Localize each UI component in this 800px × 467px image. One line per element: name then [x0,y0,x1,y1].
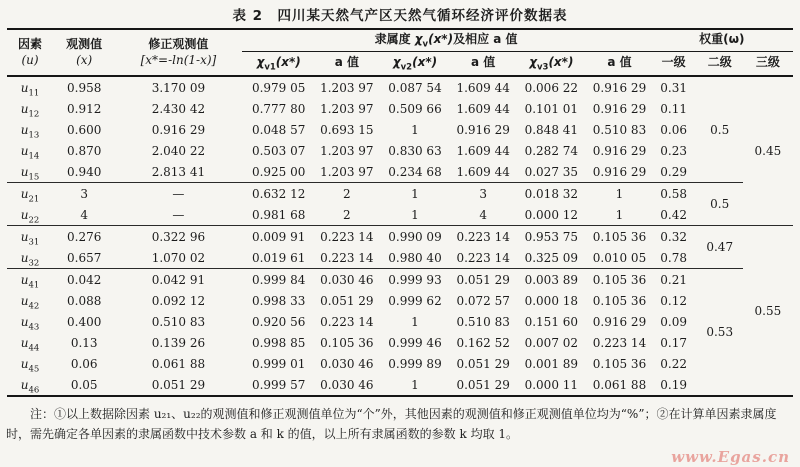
factor-cell: $u_{43}$ [20,314,40,333]
a2-cell: 0.051 29 [452,269,514,291]
weight1-cell: 0.31 [651,76,697,98]
table-row-u12 [7,98,793,119]
header-row-groups [7,29,793,51]
chi3-cell: 0.282 74 [524,143,579,158]
chi3-cell: 0.953 75 [514,226,588,248]
chi3-cell: 0.006 22 [514,76,588,98]
observed-cell: 0.088 [67,293,102,308]
chi2-cell: 0.999 62 [388,293,442,308]
a3-cell: 0.916 29 [592,164,647,179]
chi2-cell: 1 [411,314,419,329]
a1-cell: 1.203 97 [316,76,378,98]
a3-cell: 0.105 36 [592,356,647,371]
chi1-cell: 0.998 85 [251,335,306,350]
chi3-cell: 0.007 02 [524,335,579,350]
chi3-cell: 0.027 35 [524,164,579,179]
data-table [7,28,793,397]
factor-cell: $u_{44}$ [20,335,40,354]
table-row-u42 [7,290,793,311]
chi2-cell: 1 [378,183,452,205]
observed-cell: 0.600 [67,122,102,137]
col-a1-header: a 值 [334,54,359,69]
weight1-cell: 0.19 [660,377,687,392]
factor-cell: $u_{13}$ [20,122,40,141]
weight1-cell: 0.17 [660,335,687,350]
factor-cell: $u_{32}$ [20,250,40,269]
factor-cell: $u_{15}$ [20,164,40,183]
weight1-cell: 0.22 [660,356,687,371]
chi1-cell: 0.920 56 [251,314,306,329]
chi3-cell: 0.000 18 [524,293,579,308]
table-row-u22 [7,204,793,226]
a3-cell: 0.223 14 [592,335,647,350]
a3-cell: 1 [615,207,624,222]
col-chi1-header: $\chi_{v1}(x*)$ [256,54,301,72]
table-row-u15 [7,161,793,183]
a3-cell: 0.105 36 [588,226,650,248]
corrected-cell: 2.430 42 [151,101,206,116]
factor-cell: $u_{42}$ [20,293,40,312]
col-chi2-header: $\chi_{v2}(x*)$ [392,54,438,72]
weight1-cell: 0.12 [660,293,687,308]
chi1-cell: 0.632 12 [242,183,316,205]
a2-cell: 0.051 29 [456,356,510,371]
col-a3-header: a 值 [607,54,632,69]
observed-cell: 3 [53,183,115,205]
chi1-cell: 0.009 91 [242,226,316,248]
observed-cell: 0.042 [53,269,115,291]
a3-cell: 0.916 29 [592,314,647,329]
corrected-cell: 2.813 41 [151,164,206,179]
a1-cell: 2 [316,183,378,205]
observed-cell: 0.13 [70,335,98,350]
observed-cell: 0.870 [67,143,102,158]
a2-cell: 0.162 52 [456,335,510,350]
chi2-cell: 0.087 54 [378,76,452,98]
a2-cell: 0.223 14 [452,226,514,248]
chi1-cell: 0.925 00 [251,164,306,179]
chi3-cell: 0.018 32 [514,183,588,205]
chi1-cell: 0.019 61 [251,250,306,265]
corrected-cell: 3.170 09 [115,76,241,98]
a3-cell: 0.916 29 [592,143,647,158]
chi2-cell: 0.830 63 [388,143,442,158]
weight1-cell: 0.58 [651,183,697,205]
a1-cell: 0.030 46 [316,269,378,291]
weight1-cell: 0.78 [660,250,687,265]
a2-cell: 1.609 44 [456,101,510,116]
table-row-u43 [7,311,793,332]
chi2-cell: 0.999 46 [388,335,442,350]
chi3-cell: 0.000 11 [524,377,579,392]
chi3-cell: 0.101 01 [524,101,579,116]
chi3-cell: 0.848 41 [524,122,579,137]
observed-cell: 0.05 [70,377,98,392]
corrected-cell: 2.040 22 [151,143,206,158]
weight2-cell-group2: 0.5 [697,183,743,226]
a2-cell: 0.072 57 [456,293,510,308]
table-title: 表 2 四川某天然气产区天然气循环经济评价数据表 [232,8,568,24]
table-footnotes [6,404,794,444]
chi3-cell: 0.325 09 [524,250,579,265]
chi1-cell: 0.503 07 [251,143,306,158]
a1-cell: 0.051 29 [320,293,374,308]
a3-cell: 0.916 29 [592,101,647,116]
col-observed-header: 观测值 (x) [66,37,103,67]
chi1-cell: 0.999 57 [251,377,306,392]
observed-cell: 0.276 [53,226,115,248]
corrected-cell: 0.510 83 [151,314,206,329]
a3-cell: 0.010 05 [592,250,647,265]
table-row-u44 [7,332,793,353]
a3-cell: 1 [588,183,650,205]
chi1-cell: 0.998 33 [251,293,306,308]
weight1-cell: 0.09 [660,314,687,329]
a2-cell: 4 [479,207,487,222]
weight2-cell-group1: 0.5 [697,76,743,183]
footnote-line-1: 注：①以上数据除因素 u₂₁、u₂₂的观测值和修正观测值单位为“个”外，其他因素的观测值和修正观测值单位均为“%”；②在计算单因素隶属度 [30,407,777,422]
a1-cell: 1.203 97 [320,101,374,116]
chi3-cell: 0.000 12 [524,207,579,222]
corrected-cell: 0.042 91 [115,269,241,291]
table-row-u14 [7,140,793,161]
a2-cell: 0.916 29 [456,122,510,137]
membership-group-header: 隶属度 $\chi_v(x*)$及相应 a 值 [242,29,651,51]
footnote-line-2: 时，需先确定各单因素的隶属函数中技术参数 a 和 k 的值，以上所有隶属函数的参数 k 均取 1。 [6,427,519,442]
chi2-cell: 0.999 89 [388,356,442,371]
chi2-cell: 0.990 09 [378,226,452,248]
corrected-cell: — [172,207,185,222]
corrected-cell: 0.061 88 [151,356,206,371]
chi2-cell: 0.509 66 [388,101,442,116]
a1-cell: 1.203 97 [320,164,374,179]
chi1-cell: 0.048 57 [251,122,306,137]
table-row-u46 [7,374,793,396]
a2-cell: 1.609 44 [456,143,510,158]
table-row-u45 [7,353,793,374]
factor-cell: $u_{21}$ [7,183,53,205]
chi1-cell: 0.777 80 [251,101,306,116]
weight2-cell-group4: 0.53 [697,269,743,397]
a1-cell: 0.030 46 [320,356,374,371]
chi2-cell: 0.999 93 [378,269,452,291]
a1-cell: 1.203 97 [320,143,374,158]
col-a2-header: a 值 [471,54,496,69]
a2-cell: 0.223 14 [456,250,510,265]
factor-cell: $u_{31}$ [7,226,53,248]
chi1-cell: 0.981 68 [251,207,306,222]
a2-cell: 0.510 83 [456,314,510,329]
a1-cell: 0.223 14 [320,314,374,329]
observed-cell: 4 [80,207,88,222]
a2-cell: 1.609 44 [456,164,510,179]
a1-cell: 0.223 14 [316,226,378,248]
chi1-cell: 0.999 01 [251,356,306,371]
chi3-cell: 0.003 89 [514,269,588,291]
col-weight1-header: 一级 [661,54,686,69]
factor-cell: $u_{41}$ [7,269,53,291]
weight1-cell: 0.32 [651,226,697,248]
col-weight2-header: 二级 [707,54,732,69]
chi3-cell: 0.151 60 [524,314,579,329]
factor-cell: $u_{46}$ [20,377,40,396]
observed-cell: 0.958 [53,76,115,98]
table-row-u21 [7,183,793,205]
a1-cell: 0.223 14 [320,250,374,265]
a1-cell: 0.693 15 [320,122,374,137]
table-header [7,29,793,76]
corrected-cell: 0.916 29 [151,122,206,137]
corrected-cell: 0.139 26 [151,335,206,350]
weight3-cell-group34: 0.55 [743,226,793,397]
chi2-cell: 0.980 40 [388,250,442,265]
a2-cell: 1.609 44 [452,76,514,98]
a1-cell: 0.030 46 [320,377,374,392]
a2-cell: 3 [452,183,514,205]
corrected-cell: 0.051 29 [151,377,206,392]
weight3-cell-group12: 0.45 [743,76,793,226]
col-chi3-header: $\chi_{v3}(x*)$ [529,54,574,72]
chi2-cell: 1 [411,207,419,222]
weight1-cell: 0.06 [660,122,687,137]
weight2-cell-group3: 0.47 [697,226,743,269]
a3-cell: 0.105 36 [592,293,647,308]
corrected-cell: — [115,183,241,205]
observed-cell: 0.06 [70,356,98,371]
observed-cell: 0.657 [67,250,102,265]
table-row-u11 [7,76,793,98]
chi2-cell: 1 [411,377,419,392]
site-watermark: www.Egas.cn [671,448,790,466]
chi1-cell: 0.979 05 [242,76,316,98]
factor-cell: $u_{45}$ [20,356,40,375]
a1-cell: 2 [343,207,351,222]
a3-cell: 0.105 36 [588,269,650,291]
factor-cell: $u_{22}$ [20,207,40,226]
factor-cell: $u_{14}$ [20,143,40,162]
table-body [7,76,793,396]
weight1-cell: 0.42 [660,207,687,222]
factor-cell: $u_{11}$ [7,76,53,98]
chi2-cell: 1 [411,122,419,137]
corrected-cell: 0.322 96 [115,226,241,248]
table-row-u31 [7,226,793,248]
weight1-cell: 0.11 [660,101,687,116]
weight1-cell: 0.21 [651,269,697,291]
weight-group-header: 权重(ω) [651,29,793,51]
chi1-cell: 0.999 84 [242,269,316,291]
chi3-cell: 0.001 89 [524,356,579,371]
table-row-u32 [7,247,793,269]
table-row-u13 [7,119,793,140]
corrected-cell: 1.070 02 [151,250,206,265]
table-row-u41 [7,269,793,291]
a3-cell: 0.510 83 [592,122,647,137]
observed-cell: 0.400 [67,314,102,329]
observed-cell: 0.940 [67,164,102,179]
a1-cell: 0.105 36 [320,335,374,350]
chi2-cell: 0.234 68 [388,164,442,179]
col-corrected-header: 修正观测值 [x*=-ln(1-x)] [140,37,217,67]
col-factor-header: 因素 (u) [18,37,43,67]
a3-cell: 0.061 88 [592,377,647,392]
col-weight3-header: 三级 [755,54,780,69]
factor-cell: $u_{12}$ [20,101,40,120]
a2-cell: 0.051 29 [456,377,510,392]
weight1-cell: 0.23 [660,143,687,158]
observed-cell: 0.912 [67,101,102,116]
weight1-cell: 0.29 [660,164,687,179]
corrected-cell: 0.092 12 [151,293,206,308]
a3-cell: 0.916 29 [588,76,650,98]
